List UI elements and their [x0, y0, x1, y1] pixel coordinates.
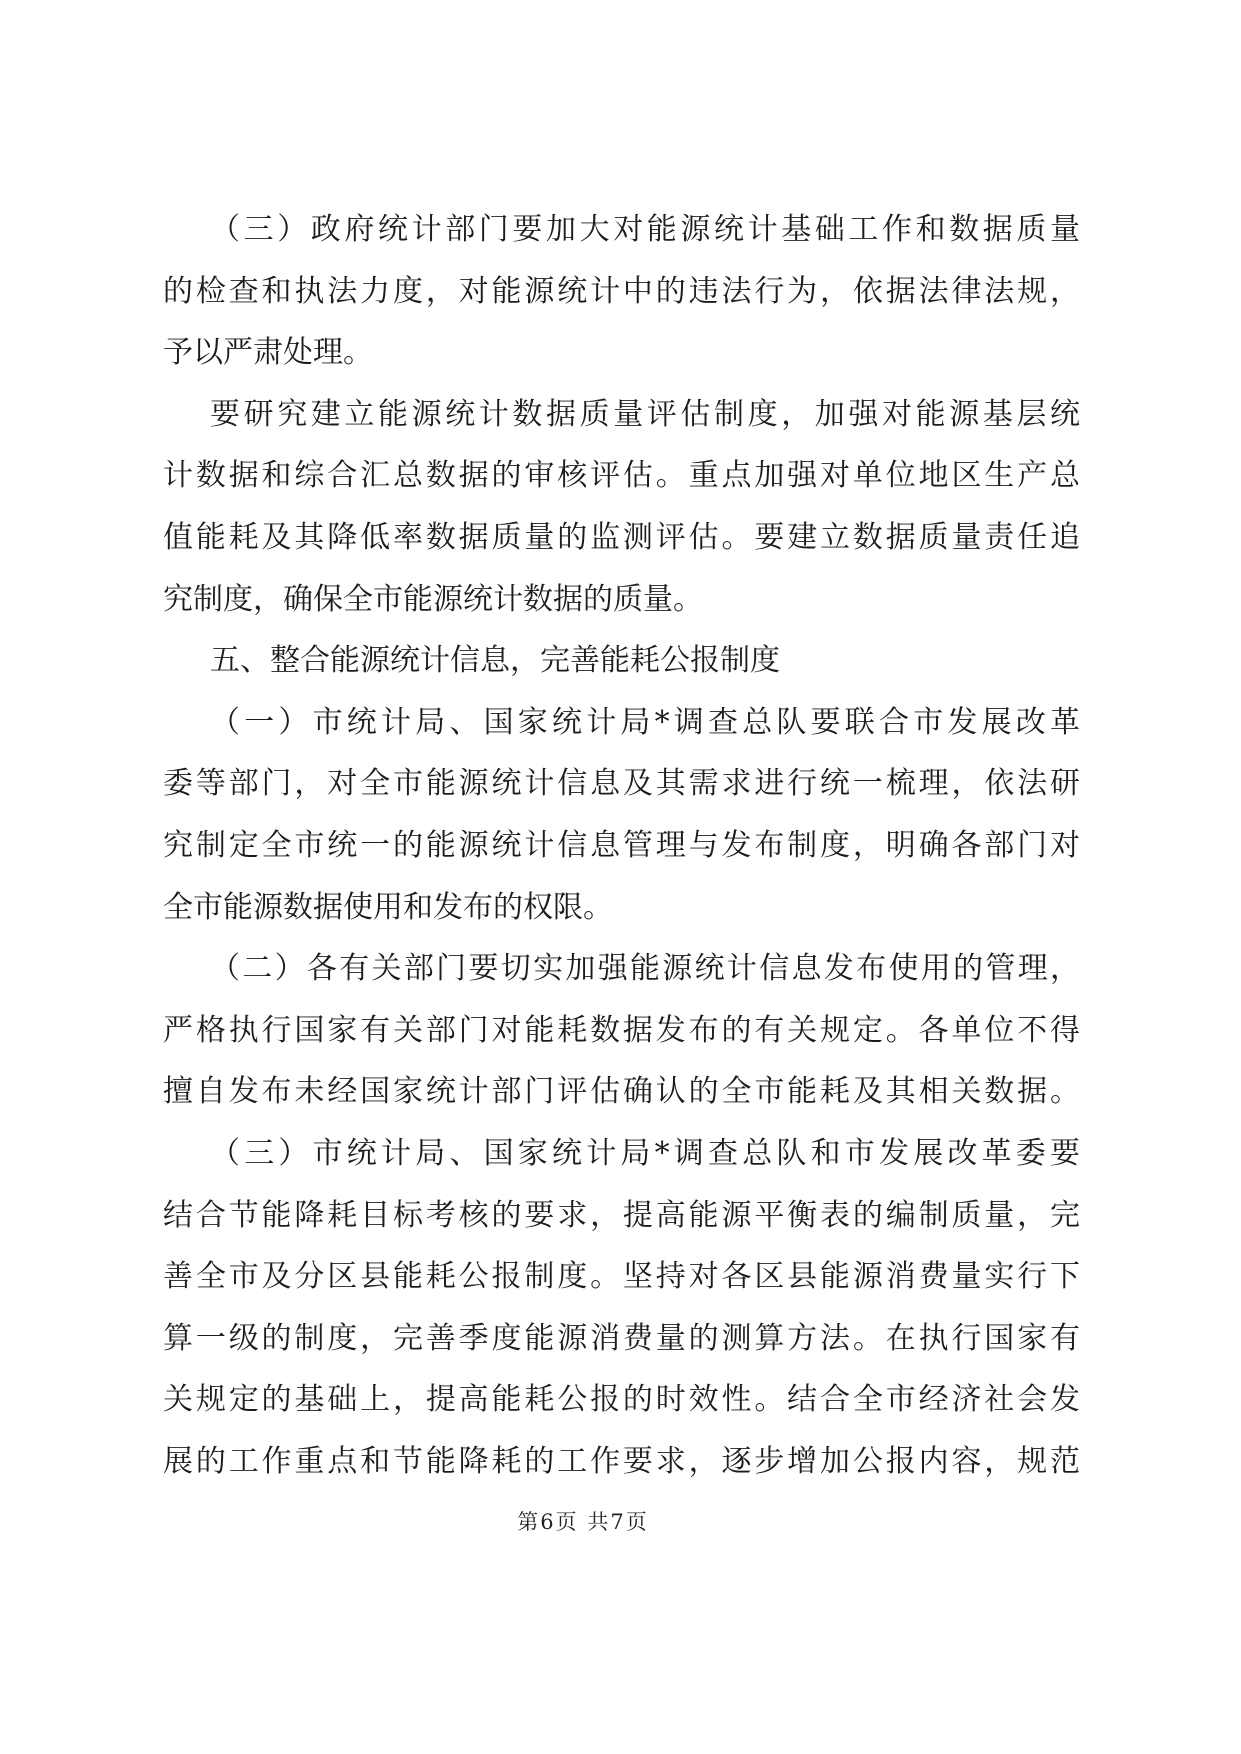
text-line: 展的工作重点和节能降耗的工作要求，逐步增加公报内容，规范 [163, 1443, 1080, 1479]
text-line: （三）市统计局、国家统计局*调查总队和市发展改革委要 [210, 1135, 1080, 1171]
text-line: 善全市及分区县能耗公报制度。坚持对各区县能源消费量实行下 [163, 1259, 1080, 1295]
text-line: （二）各有关部门要切实加强能源统计信息发布使用的管理， [210, 951, 1080, 987]
page-number-footer: 第6页 共7页 [517, 1510, 649, 1534]
text-line: 擅自发布未经国家统计部门评估确认的全市能耗及其相关数据。 [163, 1074, 1080, 1110]
body-text [163, 199, 1080, 1492]
text-line: 计数据和综合汇总数据的审核评估。重点加强对单位地区生产总 [163, 458, 1080, 494]
text-line: 要研究建立能源统计数据质量评估制度，加强对能源基层统 [210, 396, 1080, 432]
text-line: 全市能源数据使用和发布的权限。 [163, 889, 613, 925]
text-line: 值能耗及其降低率数据质量的监测评估。要建立数据质量责任追 [163, 519, 1080, 555]
text-line: 严格执行国家有关部门对能耗数据发布的有关规定。各单位不得 [163, 1012, 1080, 1048]
text-line: 予以严肃处理。 [163, 335, 373, 371]
text-line: （一）市统计局、国家统计局*调查总队要联合市发展改革 [210, 704, 1080, 740]
paragraph [163, 938, 1080, 1123]
paragraph [163, 1123, 1080, 1493]
text-line: （三）政府统计部门要加大对能源统计基础工作和数据质量 [210, 212, 1080, 247]
text-line: 结合节能降耗目标考核的要求，提高能源平衡表的编制质量，完 [163, 1197, 1080, 1233]
text-line: 究制度，确保全市能源统计数据的质量。 [163, 581, 703, 617]
text-line: 的检查和执法力度，对能源统计中的违法行为，依据法律法规， [163, 273, 1080, 309]
text-line: 关规定的基础上，提高能耗公报的时效性。结合全市经济社会发 [163, 1382, 1080, 1418]
text-line: 委等部门，对全市能源统计信息及其需求进行统一梳理，依法研 [163, 766, 1080, 802]
section-heading-text: 五、整合能源统计信息，完善能耗公报制度 [210, 643, 780, 679]
paragraph [163, 692, 1080, 938]
paragraph [163, 199, 1080, 384]
text-line: 究制定全市统一的能源统计信息管理与发布制度，明确各部门对 [163, 827, 1080, 863]
paragraph [163, 384, 1080, 630]
section-heading [163, 630, 1080, 692]
text-line: 算一级的制度，完善季度能源消费量的测算方法。在执行国家有 [163, 1320, 1080, 1356]
